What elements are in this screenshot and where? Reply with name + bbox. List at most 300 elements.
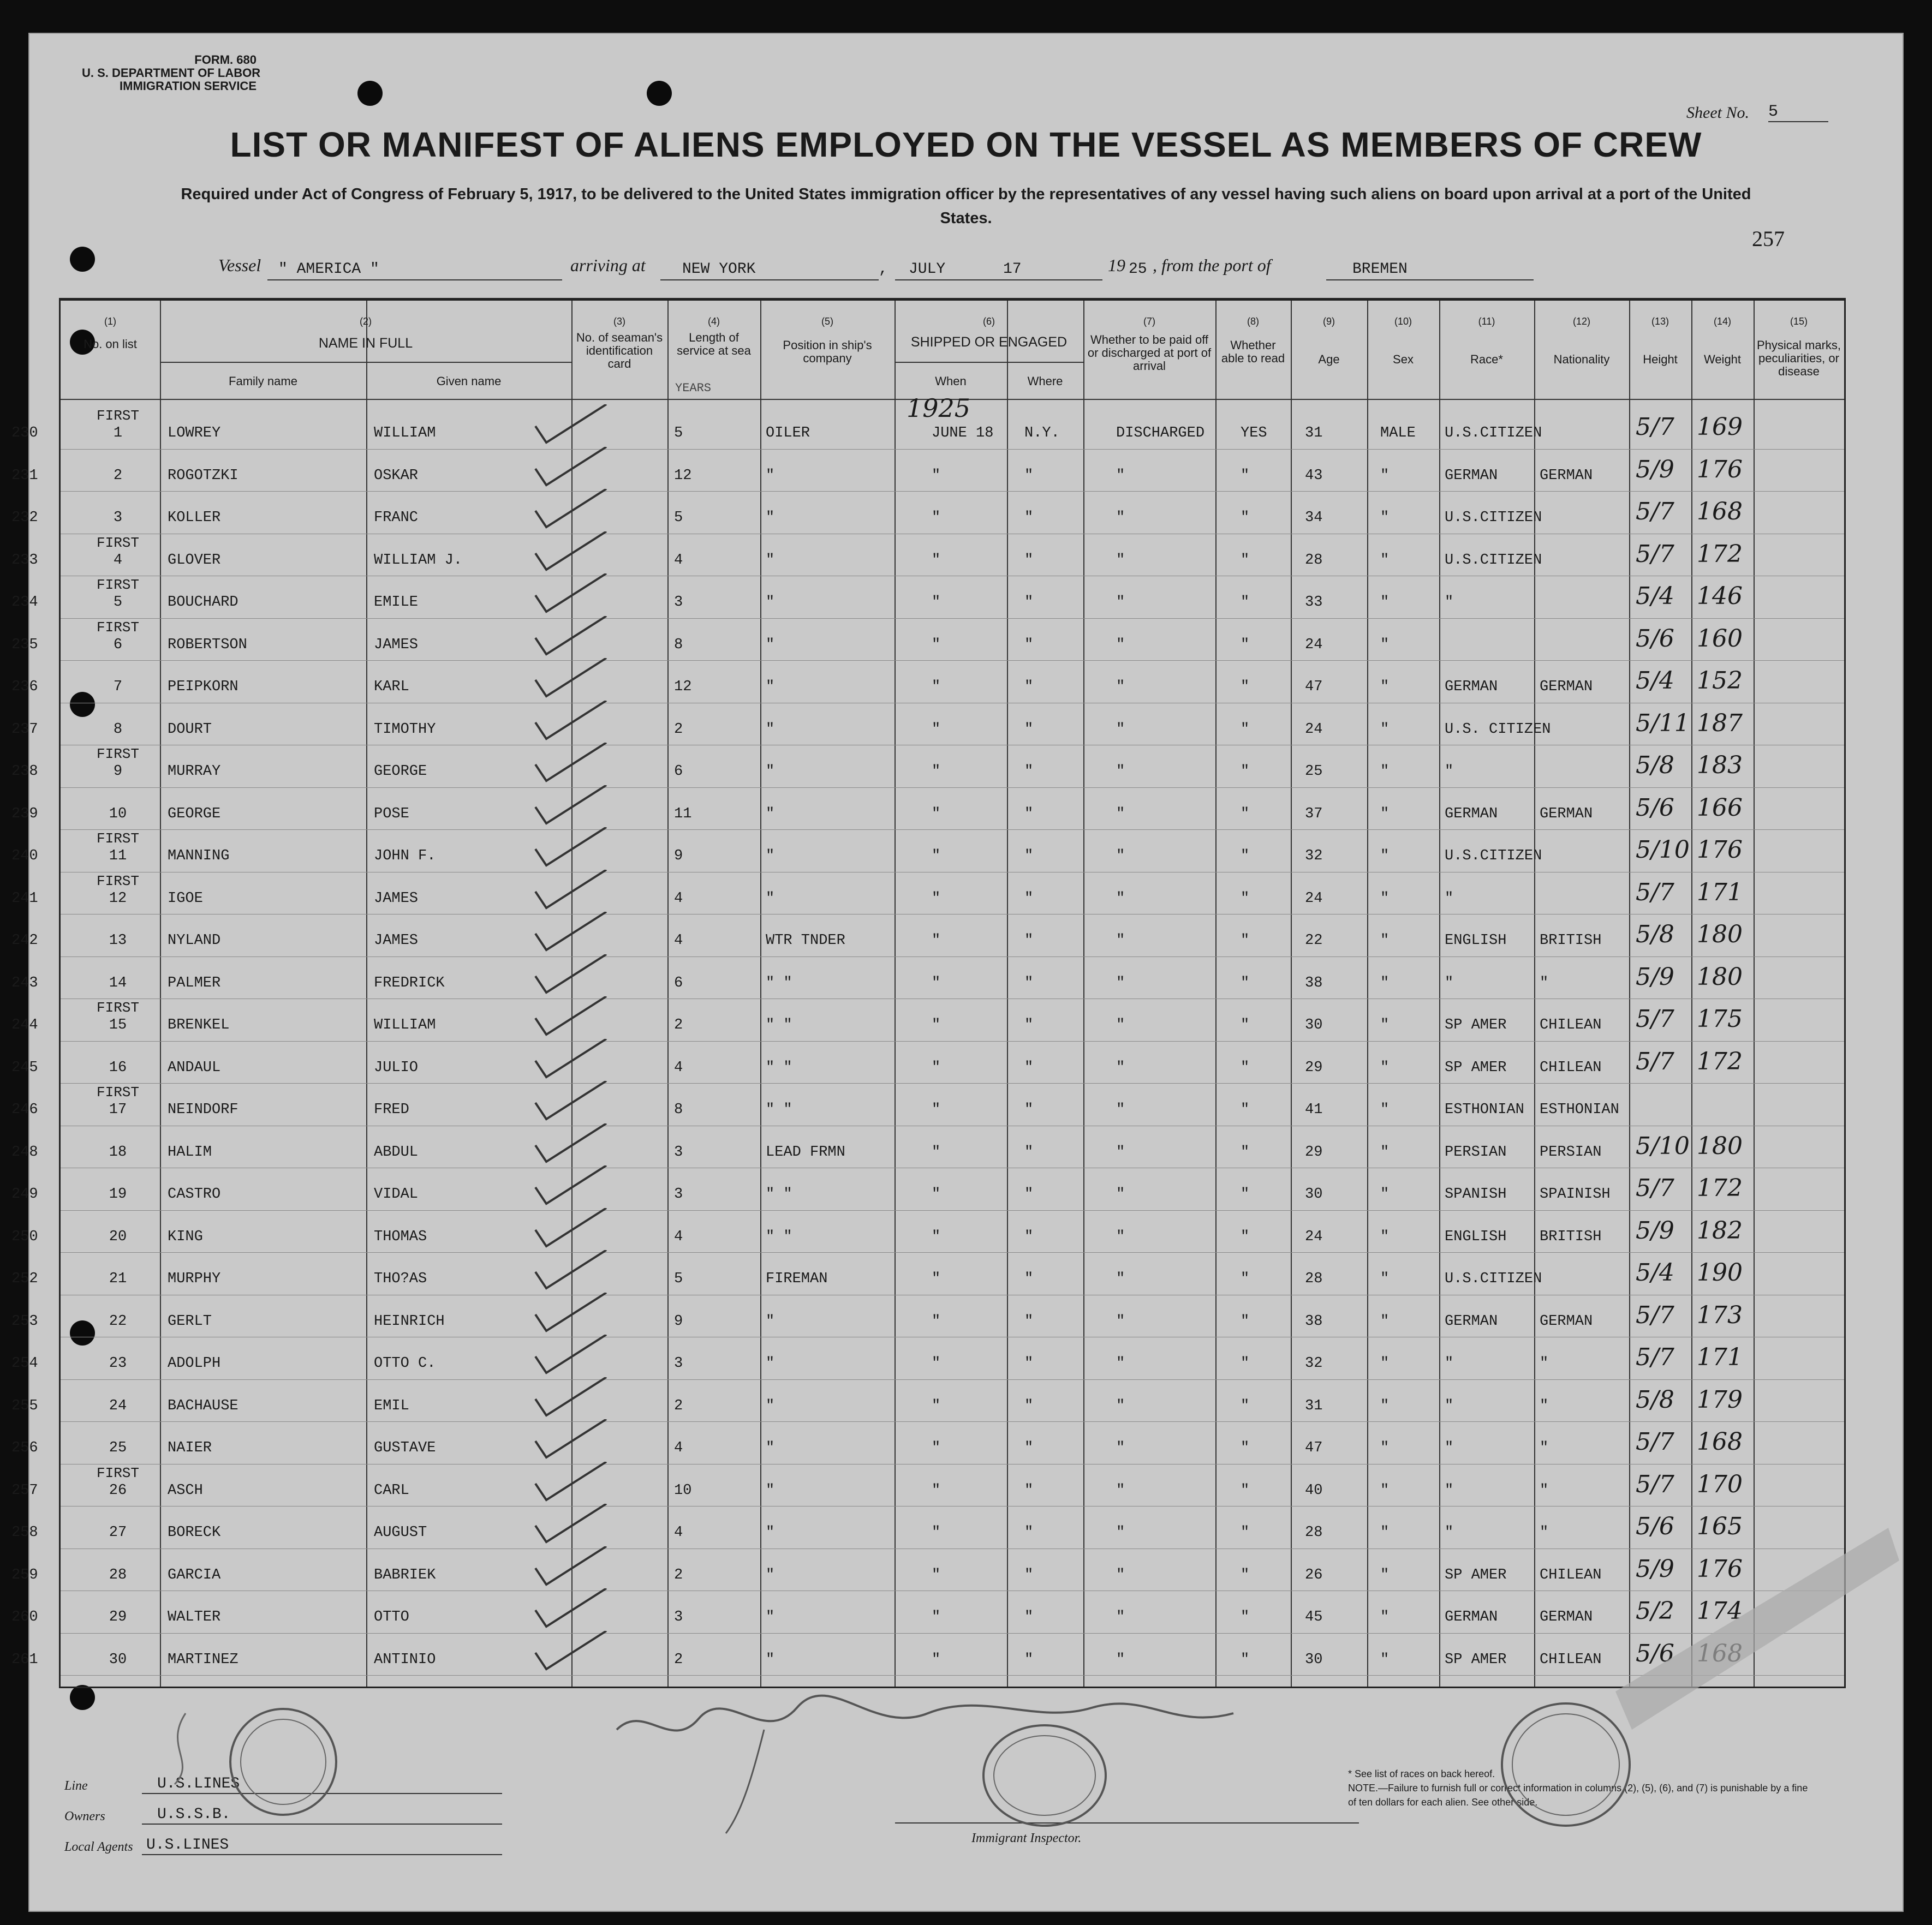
position: " [766,510,775,526]
shipped-where: " [1024,1186,1034,1203]
given-name: WILLIAM [374,425,436,441]
shipped-where: " [1024,1059,1034,1076]
weight-handwritten: 152 [1697,667,1743,695]
height-handwritten: 5/6 [1636,1639,1674,1667]
sex: " [1380,1567,1390,1583]
service-years: 9 [674,1313,683,1330]
able-to-read: " [1241,1609,1250,1625]
paid-off: " [1116,1059,1125,1076]
nationality: GERMAN [1540,679,1593,695]
shipped-where: " [1024,467,1034,484]
family-name: GERLT [168,1313,212,1330]
margin-number: 244 [11,1017,38,1033]
from-port: BREMEN [1352,261,1408,278]
family-name: NAIER [168,1440,212,1456]
col-num: (14) [1713,316,1731,327]
race: U.S.CITIZEN [1445,510,1542,526]
nationality: " [1540,1440,1549,1456]
form-line: IMMIGRATION SERVICE [120,79,257,93]
family-name: DOURT [168,721,212,738]
position: " [766,1313,775,1330]
family-name: HALIM [168,1144,212,1161]
sex: " [1380,679,1390,695]
able-to-read: " [1241,552,1250,569]
shipped-where: " [1024,1144,1034,1161]
able-to-read: " [1241,1355,1250,1372]
race: ESTHONIAN [1445,1102,1524,1118]
shipped-when: " [932,1144,941,1161]
col-num: (5) [821,316,833,327]
family-name: BOUCHARD [168,594,238,611]
family-name: ROGOTZKI [168,467,238,484]
position: " [766,1397,775,1414]
shipped-when: " [932,848,941,864]
paid-off: " [1116,1102,1125,1118]
margin-number: 235 [11,636,38,653]
shipped-where: " [1024,1609,1034,1625]
shipped-where: " [1024,890,1034,907]
list-number: 18 [109,1144,127,1161]
position: " " [766,975,792,991]
age: 47 [1305,679,1323,695]
race: " [1445,1440,1454,1456]
nationality: CHILEAN [1540,1017,1602,1033]
margin-number: 230 [11,425,38,441]
given-name: JAMES [374,932,419,949]
able-to-read: " [1241,1567,1250,1583]
col-num: (15) [1790,316,1808,327]
sex: " [1380,1017,1390,1033]
given-name: BABRIEK [374,1567,436,1583]
race: " [1445,594,1454,611]
race: GERMAN [1445,467,1498,484]
inspector-label: Immigrant Inspector. [971,1831,1082,1845]
arrival-port: NEW YORK [682,261,756,278]
list-number: 4 [113,552,123,569]
height-handwritten: 5/7 [1636,1470,1674,1498]
shipped-when: " [932,552,941,569]
race: GERMAN [1445,805,1498,822]
col-header-sex: Sex [1393,352,1414,366]
page-subtitle: Required under Act of Congress of February 5, 1917, to be delivered to the United States immigration officer by the representatives of any vessel having such aliens on board upon arrival at a port of the United States. [181,186,1751,227]
given-name: JOHN F. [374,848,436,864]
list-number: 10 [109,805,127,822]
service-years: 2 [674,1397,683,1414]
weight-handwritten: 190 [1697,1259,1743,1287]
shipped-when: " [932,1525,941,1541]
nationality: " [1540,1397,1549,1414]
position: WTR TNDER [766,932,845,949]
sex: " [1380,721,1390,738]
sex: " [1380,1102,1390,1118]
service-years: 4 [674,1059,683,1076]
family-name: CASTRO [168,1186,221,1203]
given-name: GEORGE [374,763,427,780]
list-number: 14 [109,975,127,991]
weight-handwritten: 180 [1697,962,1743,991]
given-name: FRANC [374,510,419,526]
height-handwritten: 5/8 [1636,751,1674,779]
margin-number: 261 [11,1651,38,1668]
list-number: 7 [113,679,123,695]
given-name: OTTO [374,1609,409,1625]
given-name: KARL [374,679,409,695]
paid-off: " [1116,975,1125,991]
list-number: 9 [113,763,123,780]
able-to-read: " [1241,932,1250,949]
height-handwritten: 5/10 [1636,836,1690,864]
given-name: JAMES [374,890,419,907]
able-to-read: " [1241,1440,1250,1456]
service-years: 6 [674,975,683,991]
service-years: 4 [674,1440,683,1456]
shipped-when: " [932,932,941,949]
shipped-when: " [932,1271,941,1287]
paid-off: " [1116,552,1125,569]
shipped-when: " [932,721,941,738]
nationality: PERSIAN [1540,1144,1602,1161]
position: " " [766,1186,792,1203]
first-mark: FIRST [97,1000,140,1016]
paid-off: " [1116,636,1125,653]
nationality: BRITISH [1540,1228,1602,1245]
family-name: MARTINEZ [168,1651,238,1668]
sex: " [1380,1144,1390,1161]
given-name: EMIL [374,1397,409,1414]
comma: , [879,261,888,278]
shipped-where: " [1024,1017,1034,1033]
sex: " [1380,848,1390,864]
col-header-shipped: SHIPPED OR ENGAGED [910,334,1068,350]
family-name: NYLAND [168,932,221,949]
position: " " [766,1102,792,1118]
list-number: 21 [109,1271,127,1287]
height-handwritten: 5/7 [1636,1047,1674,1075]
age: 32 [1305,1355,1323,1372]
sheet-no-value: 5 [1768,103,1828,122]
weight-handwritten: 187 [1697,709,1743,737]
shipped-when: " [932,1059,941,1076]
family-name: MANNING [168,848,230,864]
race: " [1445,1355,1454,1372]
position: " [766,679,775,695]
height-handwritten: 5/7 [1636,1428,1674,1456]
position: " [766,1355,775,1372]
list-number: 1 [113,425,123,441]
race: " [1445,763,1454,780]
race: ENGLISH [1445,1228,1507,1245]
able-to-read: " [1241,510,1250,526]
given-name: ABDUL [374,1144,419,1161]
given-name: GUSTAVE [374,1440,436,1456]
first-mark: FIRST [97,746,140,762]
list-number: 5 [113,594,123,611]
sex: " [1380,1186,1390,1203]
shipped-when: " [932,467,941,484]
given-name: POSE [374,805,409,822]
sex: " [1380,1482,1390,1499]
family-name: KING [168,1228,203,1245]
able-to-read: " [1241,1186,1250,1203]
col-header-family: Family name [229,374,297,388]
race: GERMAN [1445,1313,1498,1330]
col-header-position: Position in ship's company [783,338,872,365]
nationality: SPAINISH [1540,1186,1611,1203]
shipped-when: " [932,1313,941,1330]
given-name: CARL [374,1482,409,1499]
weight-handwritten: 171 [1697,878,1743,906]
age: 24 [1305,721,1323,738]
age: 43 [1305,467,1323,484]
form-line: U. S. DEPARTMENT OF LABOR [82,66,261,80]
position: FIREMAN [766,1271,828,1287]
position: LEAD FRMN [766,1144,845,1161]
footer-line-label: Line [64,1779,88,1793]
first-mark: FIRST [97,1084,140,1101]
weight-handwritten: 180 [1697,1132,1743,1160]
able-to-read: " [1241,636,1250,653]
race: SP AMER [1445,1059,1507,1076]
margin-number: 234 [11,594,38,611]
list-number: 23 [109,1355,127,1372]
position: " " [766,1228,792,1245]
shipped-when: " [932,1440,941,1456]
margin-number: 238 [11,763,38,780]
service-years: 3 [674,1186,683,1203]
race: SP AMER [1445,1567,1507,1583]
able-to-read: " [1241,1228,1250,1245]
margin-number: 253 [11,1313,38,1330]
paid-off: " [1116,1271,1125,1287]
arrival-month: JULY [909,261,946,278]
age: 28 [1305,1271,1323,1287]
able-to-read: " [1241,1059,1250,1076]
weight-handwritten: 174 [1697,1597,1743,1625]
margin-number: 246 [11,1102,38,1118]
position: " [766,1440,775,1456]
weight-handwritten: 175 [1697,1005,1743,1033]
race: U.S. CITIZEN [1445,721,1551,738]
position: OILER [766,425,810,441]
race: GERMAN [1445,1609,1498,1625]
footnote-penalty: NOTE.—Failure to furnish full or correct information in columns (2), (5), (6), and (7) is punishable by a fine of ten dollars for each alien. See other side. [1348,1783,1808,1808]
arrival-day: 17 [1003,261,1022,278]
able-to-read: " [1241,763,1250,780]
given-name: HEINRICH [374,1313,445,1330]
page-title: LIST OR MANIFEST OF ALIENS EMPLOYED ON THE VESSEL AS MEMBERS OF CREW [230,125,1702,164]
given-name: FREDRICK [374,975,445,991]
given-name: JAMES [374,636,419,653]
position: " [766,890,775,907]
sex: " [1380,1313,1390,1330]
age: 41 [1305,1102,1323,1118]
height-handwritten: 5/7 [1636,1343,1674,1371]
service-years: 5 [674,1271,683,1287]
able-to-read: " [1241,1651,1250,1668]
col-num: (8) [1247,316,1259,327]
list-number: 27 [109,1525,127,1541]
footnote-races: * See list of races on back hereof. [1348,1768,1495,1779]
height-handwritten: 5/11 [1636,709,1690,737]
shipped-where: " [1024,1567,1034,1583]
height-handwritten: 5/7 [1636,540,1674,568]
height-handwritten: 5/4 [1636,1259,1674,1287]
service-years: 4 [674,1228,683,1245]
given-name: TIMOTHY [374,721,436,738]
sex: " [1380,805,1390,822]
able-to-read: " [1241,1482,1250,1499]
col-header-card: No. of seaman's identification card [576,331,663,370]
height-handwritten: 5/2 [1636,1597,1674,1625]
shipped-when: JUNE 18 [932,425,994,441]
position: " [766,1651,775,1668]
margin-number: 242 [11,932,38,949]
sex: " [1380,510,1390,526]
paid-off: " [1116,1525,1125,1541]
age: 31 [1305,1397,1323,1414]
footer-agents-value: U.S.LINES [146,1837,229,1854]
nationality: CHILEAN [1540,1059,1602,1076]
able-to-read: " [1241,890,1250,907]
footer-owners-value: U.S.S.B. [157,1806,231,1823]
year-suffix: 25 [1129,261,1147,278]
age: 28 [1305,1525,1323,1541]
nationality: " [1540,1482,1549,1499]
shipped-where: " [1024,1313,1034,1330]
col-num: (6) [983,316,995,327]
able-to-read: " [1241,1102,1250,1118]
sex: " [1380,975,1390,991]
list-number: 12 [109,890,127,907]
age: 29 [1305,1059,1323,1076]
first-mark: FIRST [97,408,140,424]
nationality: " [1540,1355,1549,1372]
race: GERMAN [1445,679,1498,695]
height-handwritten: 5/7 [1636,413,1674,441]
able-to-read: " [1241,1525,1250,1541]
list-number: 29 [109,1609,127,1625]
year-handwritten: 1925 [907,393,971,423]
given-name: THO?AS [374,1271,427,1287]
height-handwritten: 5/8 [1636,920,1674,948]
weight-handwritten: 172 [1697,540,1743,568]
margin-number: 252 [11,1271,38,1287]
list-number: 26 [109,1482,127,1499]
service-years: 12 [674,467,692,484]
given-name: FRED [374,1102,409,1118]
years-note: YEARS [675,381,712,395]
shipped-when: " [932,636,941,653]
age: 30 [1305,1017,1323,1033]
paid-off: " [1116,594,1125,611]
age: 24 [1305,1228,1323,1245]
given-name: OTTO C. [374,1355,436,1372]
list-number: 3 [113,510,123,526]
shipped-when: " [932,510,941,526]
able-to-read: " [1241,1271,1250,1287]
margin-number: 258 [11,1525,38,1541]
age: 28 [1305,552,1323,569]
shipped-when: " [932,1567,941,1583]
service-years: 4 [674,1525,683,1541]
col-header-paid: Whether to be paid off or discharged at port of arrival [1087,333,1212,373]
family-name: MURPHY [168,1271,221,1287]
paid-off: DISCHARGED [1116,425,1205,441]
able-to-read: " [1241,594,1250,611]
first-mark: FIRST [97,577,140,593]
service-years: 10 [674,1482,692,1499]
sex: " [1380,594,1390,611]
shipped-where: " [1024,594,1034,611]
col-header-weight: Weight [1703,352,1742,366]
form-line: FORM. 680 [194,53,257,67]
paid-off: " [1116,510,1125,526]
race: " [1445,890,1454,907]
shipped-where: " [1024,1440,1034,1456]
col-header-when: When [935,374,967,388]
sex: " [1380,467,1390,484]
able-to-read: " [1241,805,1250,822]
age: 45 [1305,1609,1323,1625]
race: " [1445,1482,1454,1499]
first-mark: FIRST [97,619,140,636]
nationality: BRITISH [1540,932,1602,949]
shipped-where: " [1024,721,1034,738]
margin-number: 248 [11,1144,38,1161]
list-number: 6 [113,636,123,653]
height-handwritten: 5/9 [1636,455,1674,483]
first-mark: FIRST [97,830,140,847]
shipped-when: " [932,975,941,991]
col-header-where: Where [1027,374,1063,388]
paid-off: " [1116,1313,1125,1330]
shipped-where: " [1024,636,1034,653]
family-name: ANDAUL [168,1059,221,1076]
paid-off: " [1116,679,1125,695]
weight-handwritten: 165 [1697,1512,1743,1540]
weight-handwritten: 173 [1697,1301,1743,1329]
given-name: JULIO [374,1059,419,1076]
position: " [766,636,775,653]
given-name: WILLIAM J. [374,552,463,569]
age: 47 [1305,1440,1323,1456]
col-num: (10) [1394,316,1412,327]
margin-number: 239 [11,805,38,822]
service-years: 4 [674,552,683,569]
list-number: 2 [113,467,123,484]
service-years: 2 [674,1567,683,1583]
shipped-where: " [1024,1355,1034,1372]
sex: " [1380,1397,1390,1414]
shipped-when: " [932,1397,941,1414]
margin-number: 236 [11,679,38,695]
shipped-where: " [1024,805,1034,822]
list-number: 20 [109,1228,127,1245]
year-prefix: 19 [1108,255,1125,275]
race: U.S.CITIZEN [1445,848,1542,864]
weight-handwritten: 170 [1697,1470,1743,1498]
family-name: MURRAY [168,763,221,780]
race: PERSIAN [1445,1144,1507,1161]
able-to-read: " [1241,848,1250,864]
given-name: WILLIAM [374,1017,436,1033]
margin-number: 257 [11,1482,38,1499]
footer-agents-label: Local Agents [64,1840,133,1854]
weight-handwritten: 160 [1697,624,1743,653]
paid-off: " [1116,1609,1125,1625]
position: " " [766,1059,792,1076]
height-handwritten: 5/9 [1636,962,1674,991]
